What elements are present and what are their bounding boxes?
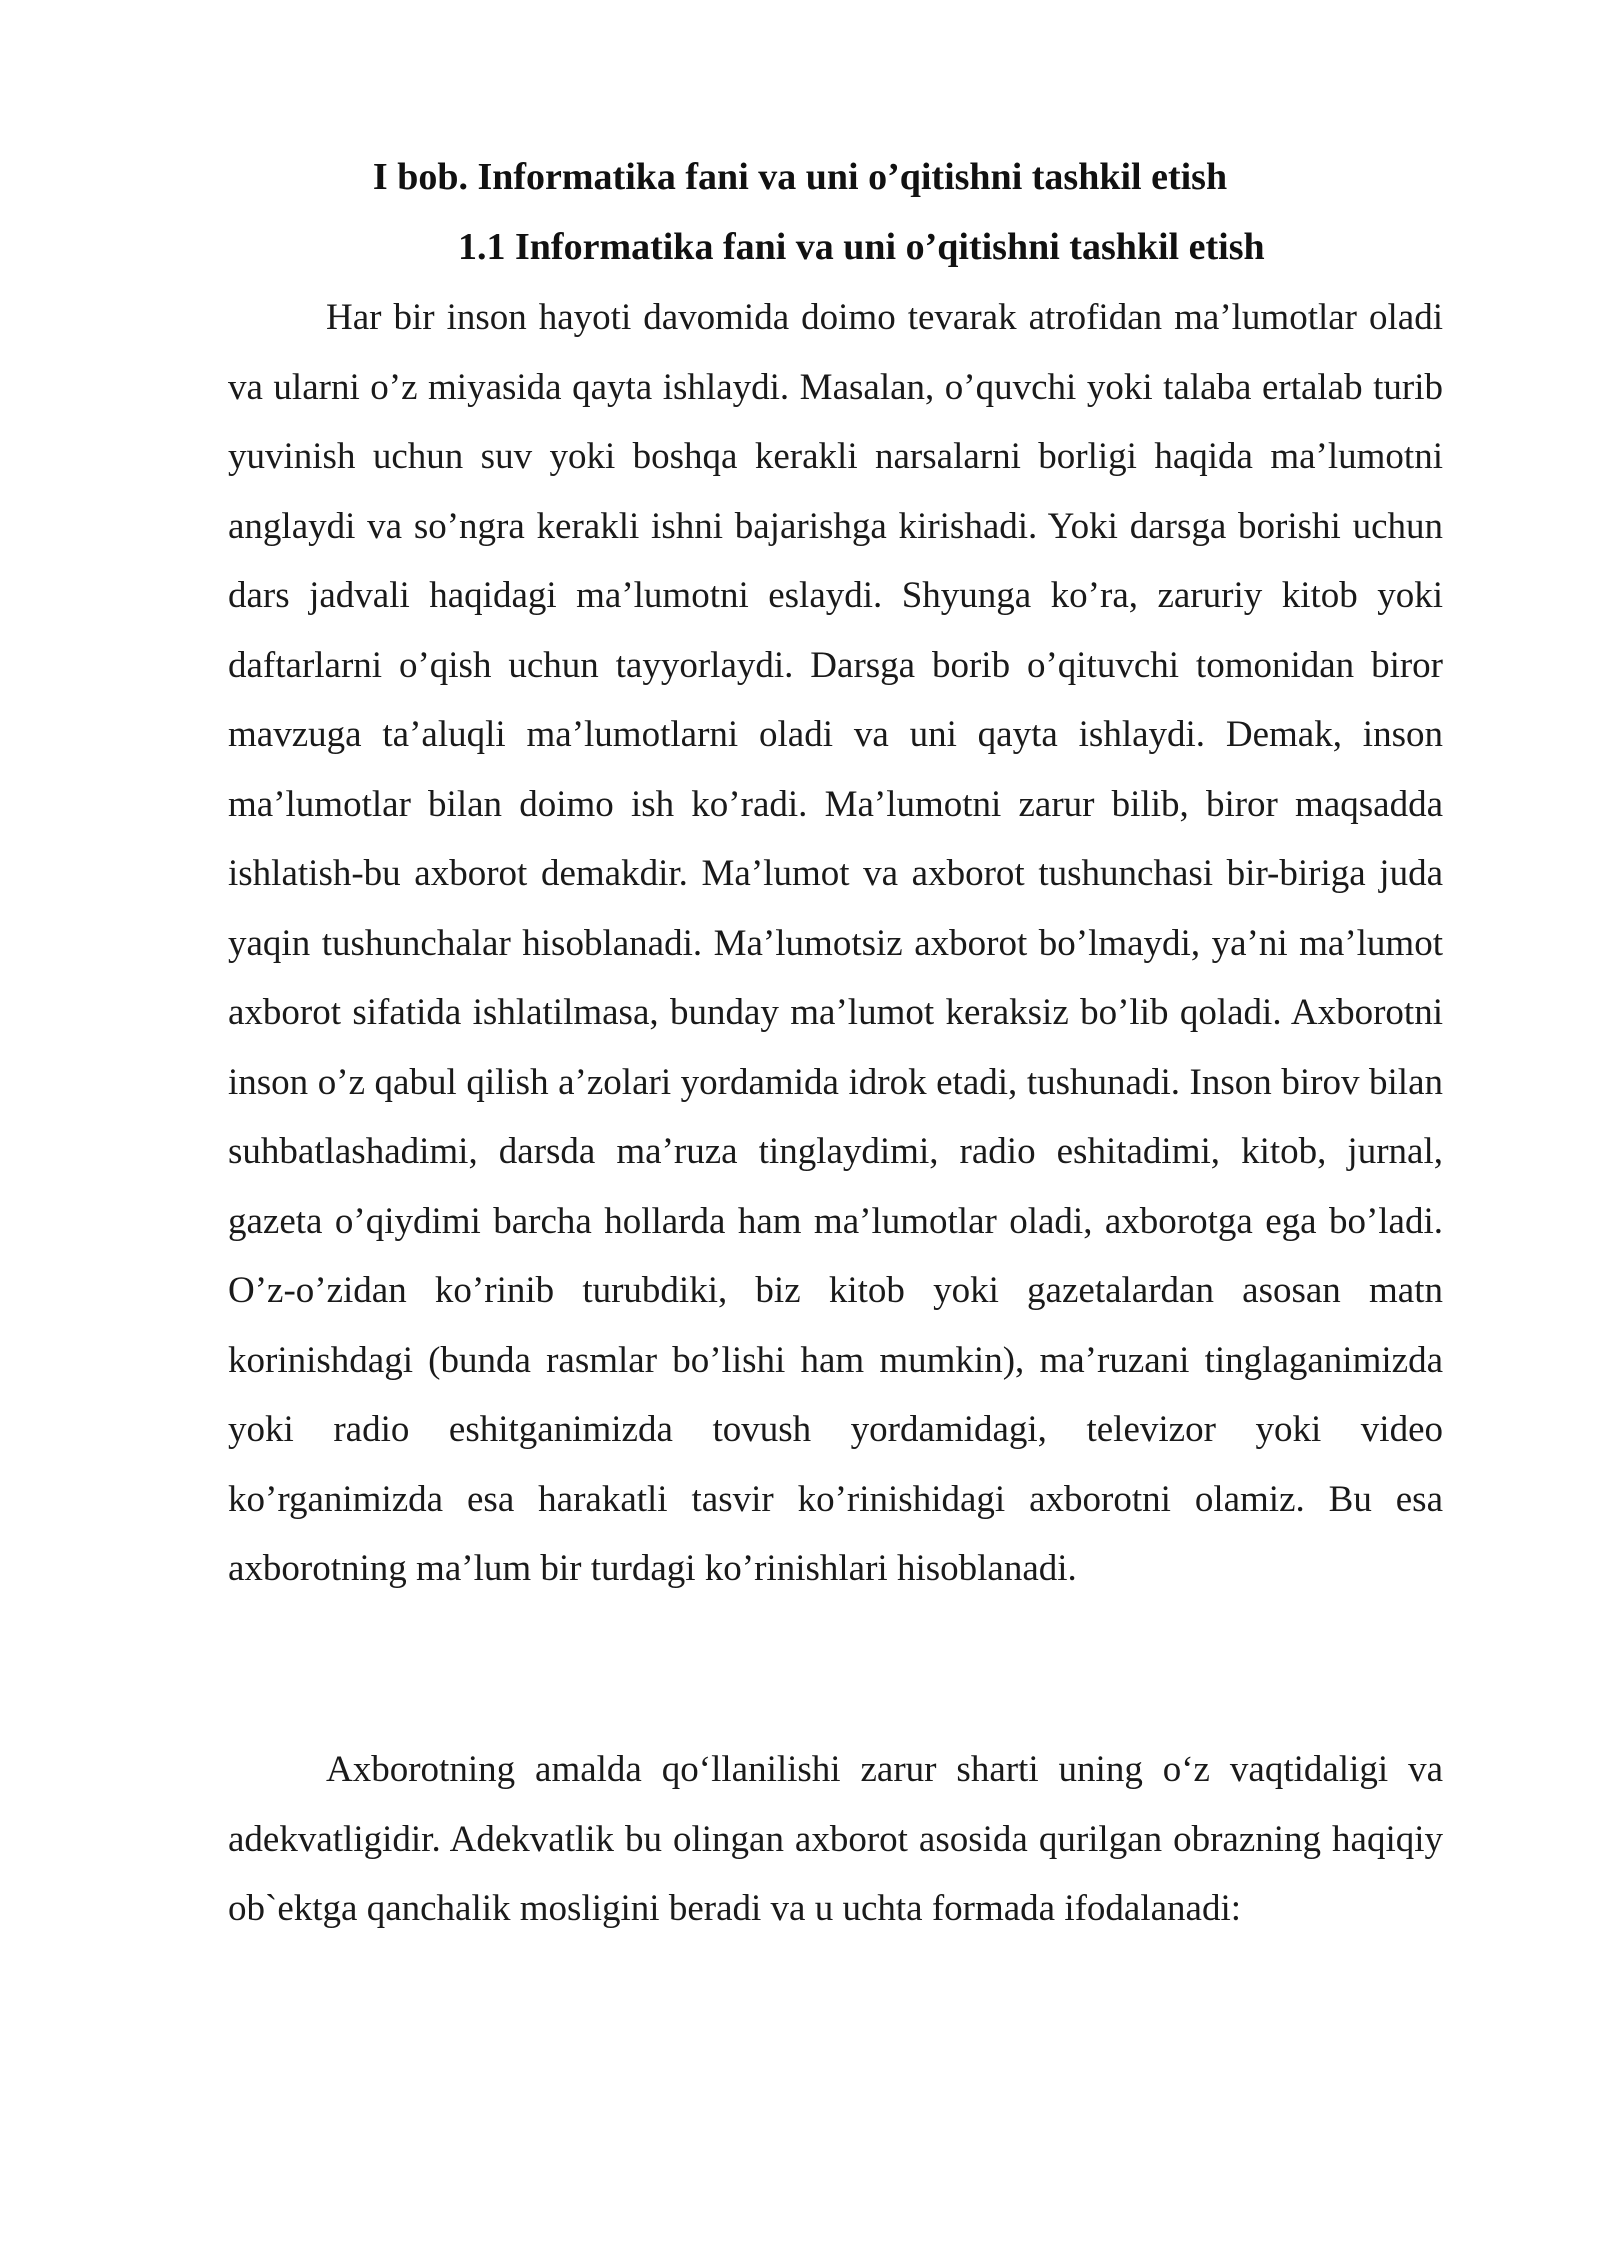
body-paragraph-1: Har bir inson hayoti davomida doimo tevarak atrofidan ma’lumotlar oladi va ularni o’z miyasida qayta ishlaydi. Masalan, o’quvchi yoki talaba ertalab turib yuvinish uchun suv yoki boshqa kerakli narsalarni borligi haqida ma’lumotni anglaydi va so’ngra kerakli ishni bajarishga kirishadi. Yoki darsga borishi uchun dars jadvali haqidagi ma’lumotni eslaydi. Shyunga ko’ra, zaruriy kitob yoki daftarlarni o’qish uchun tayyorlaydi. Darsga borib o’qituvchi tomonidan biror mavzuga ta’aluqli ma’lumotlarni oladi va uni qayta ishlaydi. Demak, inson ma’lumotlar bilan doimo ish ko’radi. Ma’lumotni zarur bilib, biror maqsadda ishlatish-bu axborot demakdir. Ma’lumot va axborot tushunchasi bir-biriga juda yaqin tushunchalar hisoblanadi. Ma’lumotsiz axborot bo’lmaydi, ya’ni ma’lumot axborot sifatida ishlatilmasa, bunday ma’lumot keraksiz bo’lib qoladi. Axborotni inson o’z qabul qilish a’zolari yordamida idrok etadi, tushunadi. Inson birov bilan suhbatlashadimi, darsda ma’ruza tinglaydimi, radio eshitadimi, kitob, jurnal, gazeta o’qiydimi barcha hollarda ham ma’lumotlar oladi, axborotga ega bo’ladi. O’z-o’zidan ko’rinib turubdiki, biz kitob yoki gazetalardan asosan matn korinishdagi (bunda rasmlar bo’lishi ham mumkin), ma’ruzani tinglaganimizda yoki radio eshitganimizda tovush yordamidagi, televizor yoki video ko’rganimizda esa harakatli tasvir ko’rinishidagi axborotni olamiz. Bu esa axborotning ma’lum bir turdagi ko’rinishlari hisoblanadi.	[228, 297, 1443, 1589]
chapter-title: I bob. Informatika fani va uni o’qitishni tashkil etish	[372, 156, 1228, 198]
section-title: 1.1 Informatika fani va uni o’qitishni tashkil etish	[458, 226, 1265, 268]
body-paragraph-2: Axborotning amalda qo‘llanilishi zarur sharti uning o‘z vaqtidaligi va adekvatligidir. Adekvatlik bu olingan axborot asosida qurilgan obrazning haqiqiy ob`ektga qanchalik mosligini beradi va u uchta formada ifodalanadi:	[228, 1749, 1443, 1929]
